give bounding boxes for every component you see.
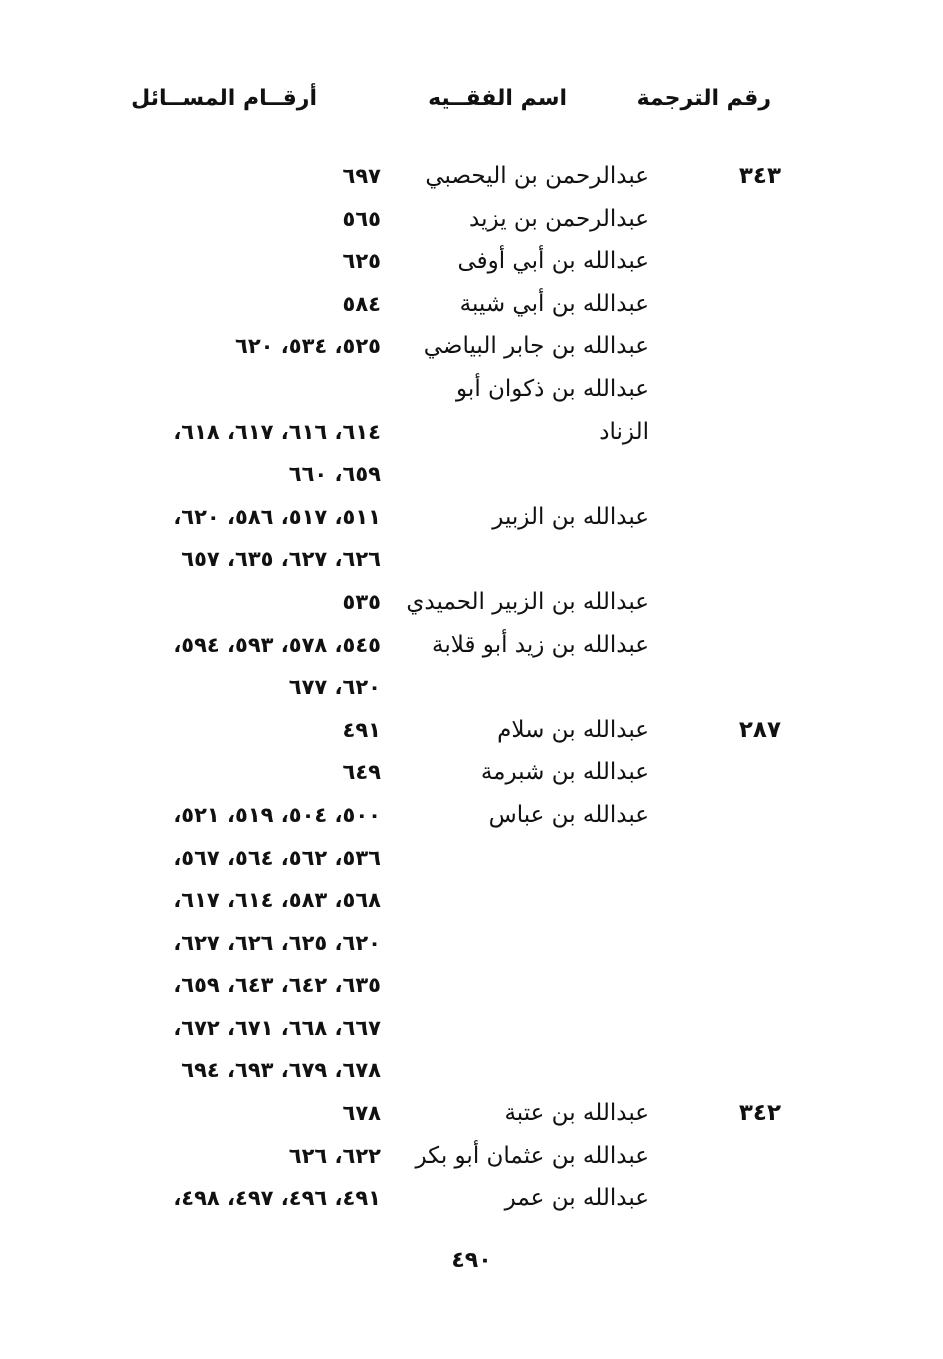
- index-row: [0, 964, 943, 1007]
- jurist-name: عبدالله بن عمر: [504, 1185, 649, 1212]
- tarjama-number: ٢٨٧: [738, 716, 781, 743]
- issue-numbers: ٦٣٥، ٦٤٢، ٦٤٣، ٦٥٩،: [173, 973, 381, 998]
- issue-numbers: ٥٠٠، ٥٠٤، ٥١٩، ٥٢١،: [173, 802, 381, 827]
- issue-numbers: ٦٢٠، ٦٧٧: [288, 675, 381, 700]
- header-issue-numbers: أرقــام المســائل: [131, 86, 317, 111]
- issue-numbers: ٥٣٦، ٥٦٢، ٥٦٤، ٥٦٧،: [173, 845, 381, 870]
- jurist-name: عبدالله بن الزبير: [492, 503, 649, 530]
- index-row: [0, 453, 943, 496]
- index-row: [0, 496, 943, 539]
- index-row: [0, 922, 943, 965]
- issue-numbers: ٦٢٠، ٦٢٥، ٦٢٦، ٦٢٧،: [173, 930, 381, 955]
- jurist-name: عبدالله بن عباس: [488, 801, 649, 828]
- index-row: [0, 411, 943, 454]
- index-row: [0, 1007, 943, 1050]
- index-row: [0, 368, 943, 411]
- index-table: [0, 155, 943, 1220]
- tarjama-number: ٣٤٣: [738, 163, 781, 189]
- issue-numbers: ٦٧٨: [342, 1101, 381, 1126]
- issue-numbers: ٥١١، ٥١٧، ٥٨٦، ٦٢٠،: [173, 504, 381, 529]
- issue-numbers: ٥٤٥، ٥٧٨، ٥٩٣، ٥٩٤،: [173, 632, 381, 657]
- jurist-name: عبدالرحمن بن اليحصبي: [425, 163, 649, 189]
- jurist-name: عبدالله بن أبي شيبة: [459, 290, 649, 317]
- issue-numbers: ٦٢٢، ٦٢٦: [288, 1143, 381, 1168]
- index-row: [0, 198, 943, 241]
- header-tarjama-number: رقم الترجمة: [636, 86, 771, 111]
- page-number: ٤٩٠: [451, 1248, 492, 1273]
- jurist-name: عبدالله بن عثمان أبو بكر: [415, 1142, 649, 1169]
- issue-numbers: ٦٥٩، ٦٦٠: [288, 462, 381, 487]
- index-row: [0, 581, 943, 624]
- issue-numbers: ٥٣٥: [342, 589, 381, 614]
- index-row: [0, 1092, 943, 1135]
- index-row: [0, 283, 943, 326]
- index-row: [0, 879, 943, 922]
- jurist-name: عبدالله بن شبرمة: [480, 759, 649, 786]
- index-row: [0, 240, 943, 283]
- jurist-name: عبدالله بن أبي أوفى: [457, 248, 649, 275]
- issue-numbers: ٤٩١: [342, 717, 381, 742]
- issue-numbers: ٦٦٧، ٦٦٨، ٦٧١، ٦٧٢،: [173, 1015, 381, 1040]
- issue-numbers: ٦٤٩: [342, 760, 381, 785]
- jurist-name: عبدالله بن زيد أبو قلابة: [432, 631, 649, 658]
- index-row: [0, 794, 943, 837]
- issue-numbers: ٦٢٦، ٦٢٧، ٦٣٥، ٦٥٧: [181, 547, 381, 572]
- issue-numbers: ٦٢٥: [342, 249, 381, 274]
- header-jurist-name: اسم الفقــيه: [428, 86, 567, 111]
- jurist-name: عبدالرحمن بن يزيد: [469, 205, 649, 232]
- index-row: [0, 155, 943, 198]
- jurist-name: عبدالله بن جابر البياضي: [423, 333, 649, 360]
- issue-numbers: ٦٧٨، ٦٧٩، ٦٩٣، ٦٩٤: [181, 1058, 381, 1083]
- index-row: [0, 751, 943, 794]
- index-row: [0, 1049, 943, 1092]
- index-row: [0, 709, 943, 752]
- index-row: [0, 1135, 943, 1178]
- jurist-name: عبدالله بن ذكوان أبو: [456, 375, 649, 402]
- issue-numbers: ٥٨٤: [342, 291, 381, 316]
- jurist-name: عبدالله بن سلام: [497, 716, 649, 743]
- index-row: [0, 837, 943, 880]
- issue-numbers: ٦١٤، ٦١٦، ٦١٧، ٦١٨،: [173, 419, 381, 444]
- index-row: [0, 538, 943, 581]
- issue-numbers: ٥٦٨، ٥٨٣، ٦١٤، ٦١٧،: [173, 888, 381, 913]
- tarjama-number: ٣٤٢: [738, 1100, 781, 1127]
- issue-numbers: ٦٩٧: [342, 164, 381, 188]
- issue-numbers: ٥٢٥، ٥٣٤، ٦٢٠: [235, 334, 381, 359]
- index-row: [0, 1177, 943, 1220]
- jurist-name: الزناد: [599, 418, 649, 445]
- issue-numbers: ٤٩١، ٤٩٦، ٤٩٧، ٤٩٨،: [173, 1186, 381, 1211]
- index-row: [0, 666, 943, 709]
- index-row: [0, 325, 943, 368]
- issue-numbers: ٥٦٥: [342, 206, 381, 231]
- index-row: [0, 624, 943, 667]
- jurist-name: عبدالله بن عتبة: [504, 1100, 649, 1127]
- jurist-name: عبدالله بن الزبير الحميدي: [406, 588, 649, 615]
